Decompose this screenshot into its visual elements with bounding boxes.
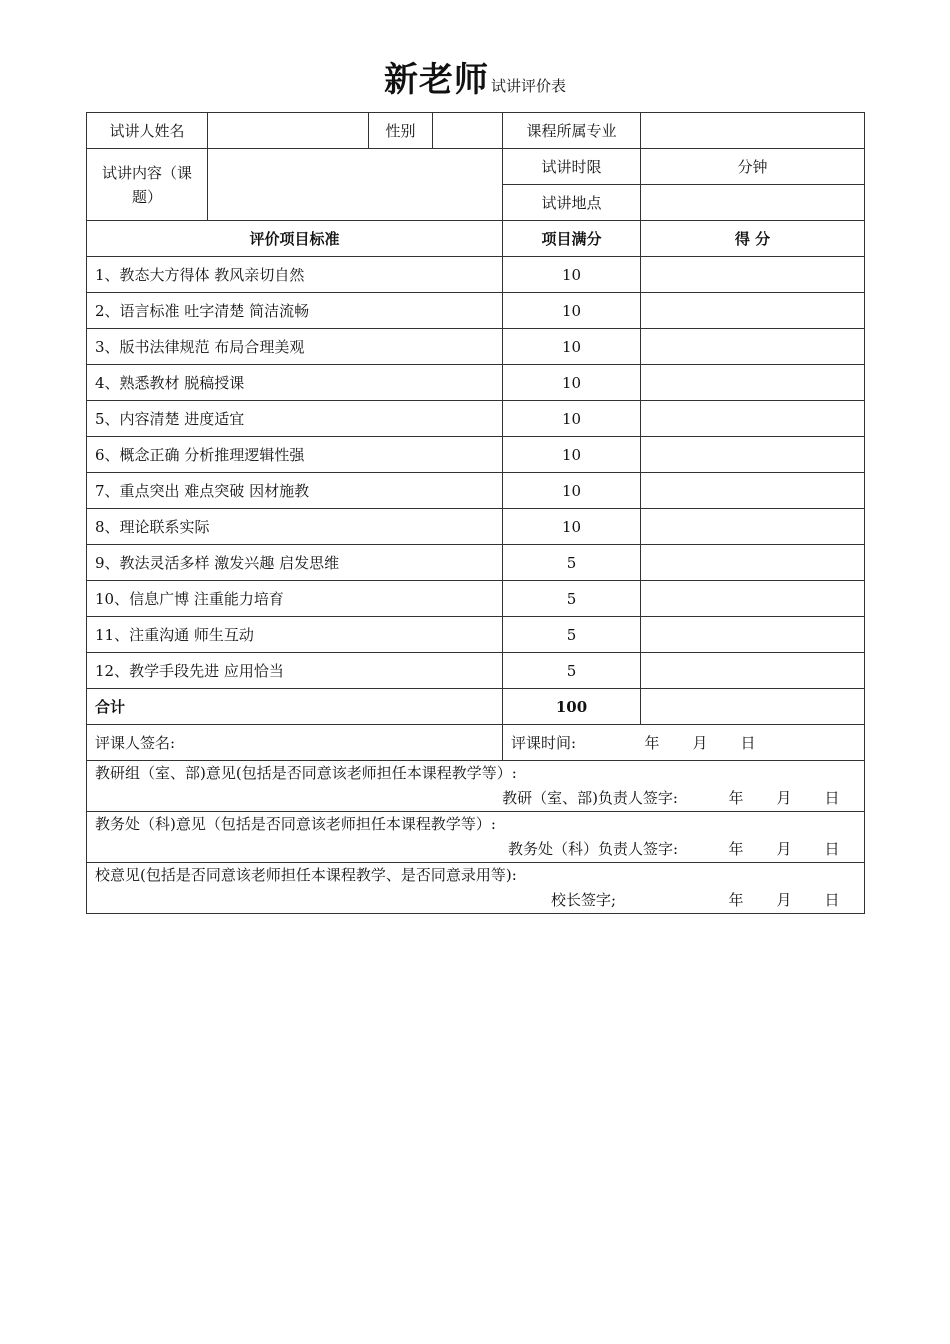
criterion-label: 2、语言标准 吐字清楚 简洁流畅 xyxy=(87,293,503,329)
opinion-row xyxy=(87,863,865,914)
criterion-label: 1、教态大方得体 教风亲切自然 xyxy=(87,257,503,293)
criterion-full-score: 5 xyxy=(503,545,641,581)
title-sub: 试讲评价表 xyxy=(490,77,566,95)
full-score-header: 项目满分 xyxy=(503,221,641,257)
score-field[interactable] xyxy=(641,581,865,617)
signature-label: 校长签字; xyxy=(550,891,616,909)
score-field[interactable] xyxy=(641,401,865,437)
review-time-label: 评课时间: xyxy=(511,734,577,752)
month-label: 月 xyxy=(776,789,792,807)
gender-field[interactable] xyxy=(433,113,503,149)
signature-line xyxy=(95,837,856,862)
time-limit-label: 试讲时限 xyxy=(503,149,641,185)
criterion-label: 8、理论联系实际 xyxy=(87,509,503,545)
signature-line xyxy=(95,786,856,811)
criterion-full-score: 5 xyxy=(503,581,641,617)
criterion-label: 4、熟悉教材 脱稿授课 xyxy=(87,365,503,401)
month-label: 月 xyxy=(776,840,792,858)
opinion-field[interactable] xyxy=(87,761,865,812)
table-row xyxy=(87,545,865,581)
criterion-label: 5、内容清楚 进度适宜 xyxy=(87,401,503,437)
opinion-field[interactable] xyxy=(87,812,865,863)
place-label: 试讲地点 xyxy=(503,185,641,221)
criteria-header: 评价项目标准 xyxy=(87,221,503,257)
evaluation-table xyxy=(86,112,865,914)
reviewer-signature-label[interactable]: 评课人签名: xyxy=(87,725,503,761)
opinion-text: 教研组（室、部)意见(包括是否同意该老师担任本课程教学等）: xyxy=(95,764,517,782)
title-main: 新老师 xyxy=(383,60,489,100)
score-field[interactable] xyxy=(641,329,865,365)
gender-label: 性别 xyxy=(369,113,433,149)
year-label: 年 xyxy=(728,891,744,909)
opinion-text: 校意见(包括是否同意该老师担任本课程教学、是否同意录用等): xyxy=(95,866,517,884)
criterion-full-score: 10 xyxy=(503,365,641,401)
table-row xyxy=(87,509,865,545)
year-label: 年 xyxy=(728,789,744,807)
criterion-label: 10、信息广博 注重能力培育 xyxy=(87,581,503,617)
criterion-full-score: 10 xyxy=(503,437,641,473)
place-field[interactable] xyxy=(641,185,865,221)
opinion-row xyxy=(87,761,865,812)
criterion-full-score: 10 xyxy=(503,401,641,437)
total-row xyxy=(87,689,865,725)
review-time-cell[interactable] xyxy=(503,725,865,761)
name-label: 试讲人姓名 xyxy=(87,113,208,149)
score-field[interactable] xyxy=(641,365,865,401)
table-row xyxy=(87,653,865,689)
criterion-label: 6、概念正确 分析推理逻辑性强 xyxy=(87,437,503,473)
document-title xyxy=(0,52,950,101)
score-field[interactable] xyxy=(641,545,865,581)
criterion-label: 7、重点突出 难点突破 因材施教 xyxy=(87,473,503,509)
table-row xyxy=(87,617,865,653)
criterion-full-score: 10 xyxy=(503,293,641,329)
criterion-full-score: 10 xyxy=(503,257,641,293)
signature-label: 教务处（科）负责人签字: xyxy=(507,840,678,858)
score-header: 得 分 xyxy=(641,221,865,257)
opinion-field[interactable] xyxy=(87,863,865,914)
total-value: 100 xyxy=(503,689,641,725)
criterion-full-score: 5 xyxy=(503,617,641,653)
review-row xyxy=(87,725,865,761)
time-limit-unit[interactable]: 分钟 xyxy=(641,149,865,185)
total-label: 合计 xyxy=(87,689,503,725)
table-row xyxy=(87,329,865,365)
day-label: 日 xyxy=(824,840,840,858)
major-field[interactable] xyxy=(641,113,865,149)
table-row xyxy=(87,437,865,473)
score-field[interactable] xyxy=(641,617,865,653)
year-label: 年 xyxy=(644,734,660,752)
day-label: 日 xyxy=(824,891,840,909)
name-field[interactable] xyxy=(208,113,369,149)
signature-label: 教研（室、部)负责人签字: xyxy=(502,789,678,807)
table-row xyxy=(87,293,865,329)
score-field[interactable] xyxy=(641,293,865,329)
content-field[interactable] xyxy=(208,149,503,221)
criterion-label: 12、教学手段先进 应用恰当 xyxy=(87,653,503,689)
table-row xyxy=(87,365,865,401)
criterion-label: 9、教法灵活多样 激发兴趣 启发思维 xyxy=(87,545,503,581)
criterion-full-score: 10 xyxy=(503,509,641,545)
criterion-full-score: 10 xyxy=(503,473,641,509)
score-field[interactable] xyxy=(641,509,865,545)
year-label: 年 xyxy=(728,840,744,858)
opinion-row xyxy=(87,812,865,863)
criterion-label: 3、版书法律规范 布局合理美观 xyxy=(87,329,503,365)
criterion-full-score: 5 xyxy=(503,653,641,689)
score-field[interactable] xyxy=(641,257,865,293)
table-row xyxy=(87,581,865,617)
table-row xyxy=(87,401,865,437)
criterion-label: 11、注重沟通 师生互动 xyxy=(87,617,503,653)
signature-line xyxy=(95,888,856,913)
day-label: 日 xyxy=(740,734,756,752)
major-label: 课程所属专业 xyxy=(503,113,641,149)
score-field[interactable] xyxy=(641,473,865,509)
content-label: 试讲内容（课题） xyxy=(87,149,208,221)
score-field[interactable] xyxy=(641,437,865,473)
criterion-full-score: 10 xyxy=(503,329,641,365)
opinion-text: 教务处（科)意见（包括是否同意该老师担任本课程教学等）: xyxy=(95,815,496,833)
day-label: 日 xyxy=(824,789,840,807)
table-row xyxy=(87,257,865,293)
table-row xyxy=(87,473,865,509)
month-label: 月 xyxy=(776,891,792,909)
month-label: 月 xyxy=(692,734,708,752)
score-field[interactable] xyxy=(641,653,865,689)
total-score-field[interactable] xyxy=(641,689,865,725)
